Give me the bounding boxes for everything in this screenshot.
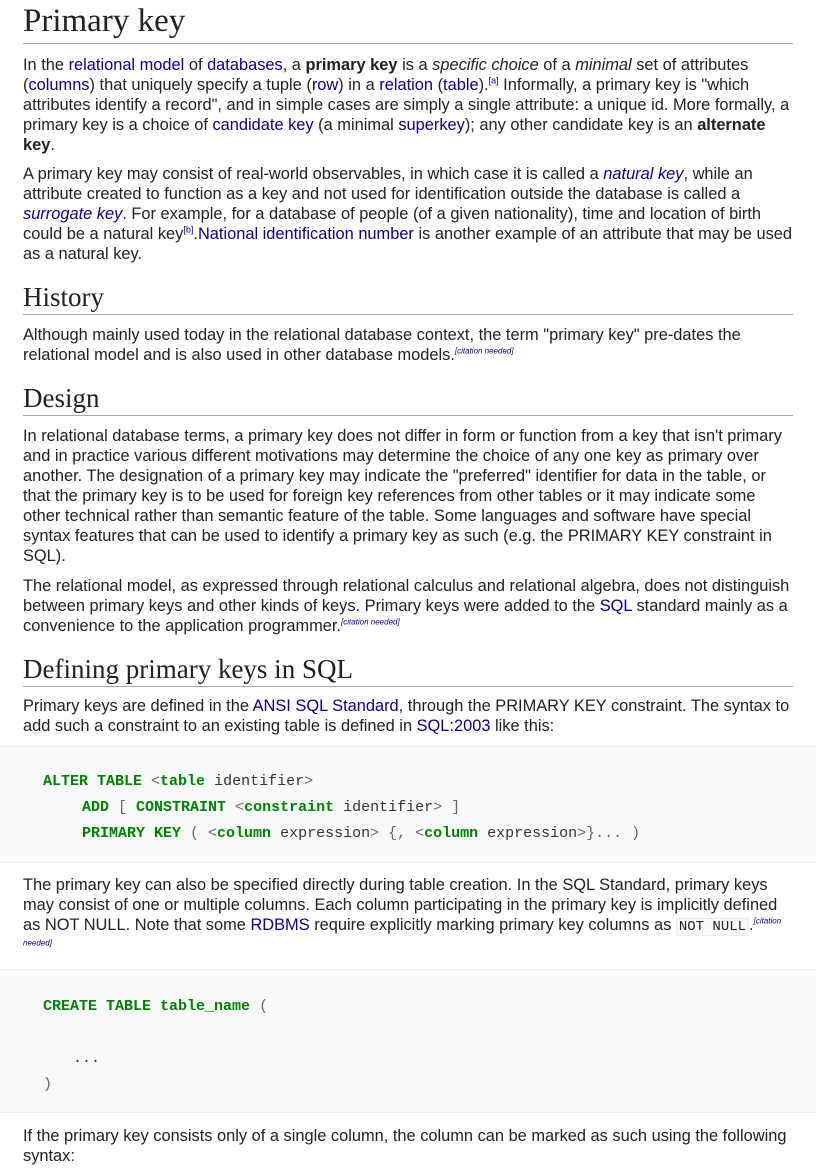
history-paragraph: Although mainly used today in the relational database context, the term "primary key" pre-dates the relational model and is also used in other database models.[citation needed]: [23, 326, 741, 364]
footnote-ref-b[interactable]: [b]: [183, 224, 194, 235]
link-sql2003[interactable]: SQL:2003: [416, 717, 491, 735]
link-ansi-sql-standard[interactable]: ANSI SQL Standard: [252, 697, 399, 715]
bold-primary-key: primary key: [305, 56, 398, 74]
link-relational-model[interactable]: relational model: [68, 56, 185, 74]
footnote-ref-a[interactable]: [a]: [488, 75, 499, 86]
link-surrogate-key[interactable]: surrogate key: [23, 205, 123, 223]
defining-paragraph-3: If the primary key consists only of a single column, the column can be marked as such using the following syntax:: [23, 1127, 787, 1165]
link-candidate-key[interactable]: candidate key: [212, 116, 314, 134]
code-line-blank: [43, 1020, 773, 1046]
defining-paragraph-2: The primary key can also be specified directly during table creation. In the SQL Standard, primary keys may consist of one or multiple columns. Each column participating in the primary key is implicitly defined as NOT NULL. Note that some RDBMS require explicitly marking primary key columns as NOT NULL .[citation needed]: [23, 876, 782, 948]
link-rdbms[interactable]: RDBMS: [250, 916, 310, 934]
link-relation[interactable]: relation: [379, 76, 434, 94]
code-line: CREATE TABLE table_name (: [43, 998, 269, 1015]
code-line: ...: [73, 1050, 101, 1067]
defining-paragraph-1: Primary keys are defined in the ANSI SQL Standard, through the PRIMARY KEY constraint. The syntax to add such a constraint to an existing table is defined in SQL:2003 like this:: [23, 697, 790, 735]
design-paragraph-2: The relational model, as expressed through relational calculus and relational algebra, does not distinguish between primary keys and other kinds of keys. Primary keys were added to the SQL standard mainly as a convenience to the application programmer.[citation needed]: [23, 577, 790, 635]
link-sql[interactable]: SQL: [599, 597, 632, 615]
heading-defining-primary-keys: Defining primary keys in SQL: [23, 653, 793, 687]
link-columns[interactable]: columns: [28, 76, 90, 94]
link-natural-key[interactable]: natural key: [603, 165, 684, 183]
code-line: ALTER TABLE <table identifier>: [43, 773, 314, 790]
link-superkey[interactable]: superkey: [398, 116, 465, 134]
citation-needed-link[interactable]: [citation needed]: [340, 617, 400, 627]
intro-paragraph-2: A primary key may consist of real-world observables, in which case it is called a natural key, while an attribute created to function as a key and not used for identification outside the database is called a surrogate key. For example, for a database of people (of a given nationality), time and location of birth could be a natural key[b].National identification number is another example of an attribute that may be used as a natural key.: [23, 165, 793, 263]
code-line: ): [43, 1076, 53, 1093]
link-national-id[interactable]: National identification number: [197, 225, 414, 243]
heading-history: History: [23, 281, 793, 315]
link-table[interactable]: table: [443, 76, 479, 94]
heading-design: Design: [23, 382, 793, 416]
link-row[interactable]: row: [311, 76, 339, 94]
bold-alternate-key: alternate key: [23, 116, 766, 154]
code-line: ADD [ CONSTRAINT <constraint identifier> ]: [82, 799, 461, 816]
inline-code-not-null: NOT NULL: [676, 918, 749, 936]
citation-needed-link[interactable]: [citation needed]: [23, 916, 782, 948]
page-title: Primary key: [23, 0, 793, 44]
code-block-create-table: [0, 969, 816, 1113]
intro-paragraph-1: In the relational model of databases, a primary key is a specific choice of a minimal set of attributes (columns) that uniquely specify a tuple (row) in a relation (table).[a] Informally, a primary key is "which attributes identify a record", and in simple cases are simply a single attribute: a unique id. More formally, a primary key is a choice of candidate key (a minimal superkey); any other candidate key is an alternate key.: [23, 56, 790, 154]
design-paragraph-1: In relational database terms, a primary key does not differ in form or function from a key that isn't primary and in practice various different motivations may determine the choice of any one key as primary over another. The designation of a primary key may indicate the "preferred" identifier for data in the table, or that the primary key is to be used for foreign key references from other tables or it may indicate some other technical rather than semantic feature of the table. Some languages and software have special syntax features that can be used to identify a primary key as such (e.g. the PRIMARY KEY constraint in SQL).: [23, 427, 782, 565]
code-line: PRIMARY KEY ( <column expression> {, <column expression>}... ): [82, 825, 641, 842]
code-block-alter-table: [0, 746, 816, 863]
link-databases[interactable]: databases: [207, 56, 283, 74]
citation-needed-link[interactable]: [citation needed]: [454, 346, 514, 356]
